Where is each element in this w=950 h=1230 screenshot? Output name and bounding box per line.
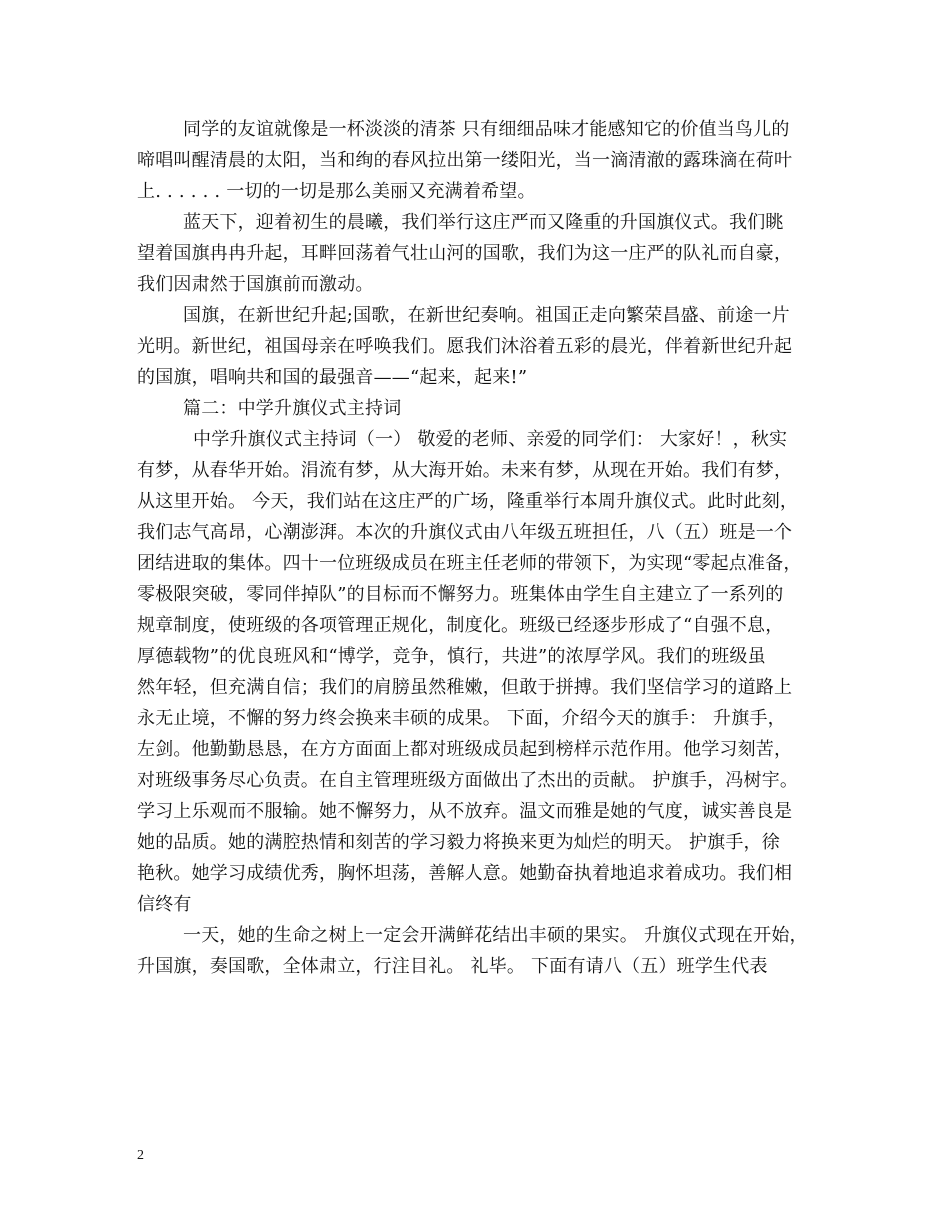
paragraph-national-flag [137, 300, 827, 393]
text-line: 升国旗，奏国歌，全体肃立，行注目礼。 礼毕。 下面有请八（五）班学生代表 [137, 956, 768, 977]
paragraph-ceremony-start [137, 920, 827, 982]
text-line: 上. . . . . . 一切的一切是那么美丽又充满着希望。 [137, 181, 536, 202]
text-line: 望着国旗冉冉升起，耳畔回荡着气壮山河的国歌，我们为这一庄严的队礼而自豪， [137, 243, 793, 264]
text-line: 艳秋。她学习成绩优秀，胸怀坦荡，善解人意。她勤奋执着地追求着成功。我们相 [137, 863, 793, 884]
text-line: 学习上乐观而不服输。她不懈努力，从不放弃。温文而雅是她的气度，诚实善良是 [137, 801, 793, 822]
document-body [137, 114, 827, 982]
page-number: 2 [137, 1148, 144, 1163]
section-title: 篇二：中学升旗仪式主持词 [183, 398, 402, 419]
text-line: 光明。新世纪，祖国母亲在呼唤我们。愿我们沐浴着五彩的晨光，伴着新世纪升起 [137, 336, 793, 357]
text-line: 蓝天下，迎着初生的晨曦，我们举行这庄严而又隆重的升国旗仪式。我们眺 [183, 212, 784, 233]
text-line: 她的品质。她的满腔热情和刻苦的学习毅力将换来更为灿烂的明天。 护旗手，徐 [137, 832, 780, 853]
text-line: 团结进取的集体。四十一位班级成员在班主任老师的带领下，为实现“零起点准备， [137, 553, 802, 574]
text-line: 永无止境，不懈的努力终会换来丰硕的成果。 下面，介绍今天的旗手： 升旗手， [137, 708, 786, 729]
text-line: 的国旗，唱响共和国的最强音——“起来，起来!” [137, 367, 528, 388]
text-line: 同学的友谊就像是一杯淡淡的清茶 只有细细品味才能感知它的价值当鸟儿的 [183, 119, 790, 140]
text-line: 啼唱叫醒清晨的太阳，当和绚的春风拉出第一缕阳光，当一滴清澈的露珠滴在荷叶 [137, 150, 793, 171]
text-line: 然年轻，但充满自信；我们的肩膀虽然稚嫩，但敢于拼搏。我们坚信学习的道路上 [137, 677, 793, 698]
text-line: 中学升旗仪式主持词（一） 敬爱的老师、亲爱的同学们： 大家好！，秋实 [193, 429, 788, 450]
text-line: 我们志气高昂，心潮澎湃。本次的升旗仪式由八年级五班担任，八（五）班是一个 [137, 522, 793, 543]
text-line: 左剑。他勤勤恳恳，在方方面面上都对班级成员起到榜样示范作用。他学习刻苦， [137, 739, 793, 760]
text-line: 对班级事务尽心负责。在自主管理班级方面做出了杰出的贡献。 护旗手，冯树宇。 [137, 770, 799, 791]
text-line: 信终有 [137, 894, 192, 915]
text-line: 我们因肃然于国旗前而激动。 [137, 274, 374, 295]
paragraph-host-speech [137, 424, 827, 920]
paragraph-friendship [137, 114, 827, 207]
text-line: 厚德载物”的优良班风和“博学，竞争，慎行，共进”的浓厚学风。我们的班级虽 [137, 646, 766, 667]
text-line: 有梦，从春华开始。涓流有梦，从大海开始。未来有梦，从现在开始。我们有梦， [137, 460, 793, 481]
text-line: 零极限突破，零同伴掉队”的目标而不懈努力。班集体由学生自主建立了一系列的 [137, 584, 784, 605]
text-line: 从这里开始。 今天，我们站在这庄严的广场，隆重举行本周升旗仪式。此时此刻， [137, 491, 799, 512]
section-heading [137, 393, 827, 424]
text-line: 一天，她的生命之树上一定会开满鲜花结出丰硕的果实。 升旗仪式现在开始， [183, 925, 808, 946]
text-line: 国旗，在新世纪升起;国歌，在新世纪奏响。祖国正走向繁荣昌盛、前途一片 [183, 305, 790, 326]
text-line: 规章制度，使班级的各项管理正规化，制度化。班级已经逐步形成了“自强不息， [137, 615, 784, 636]
paragraph-blue-sky [137, 207, 827, 300]
